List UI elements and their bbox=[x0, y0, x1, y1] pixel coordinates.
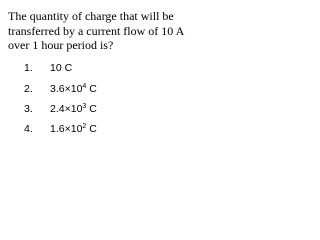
option-exponent: 2 bbox=[82, 123, 87, 130]
answer-options bbox=[0, 0, 200, 161]
option-text bbox=[50, 102, 97, 116]
option-number: 4. bbox=[24, 123, 33, 135]
question-line: transferred by a current flow of 10 A bbox=[8, 23, 185, 38]
option-exponent: 4 bbox=[82, 83, 87, 90]
option-unit: C bbox=[86, 123, 97, 135]
answer-option-1[interactable] bbox=[24, 61, 72, 75]
option-text bbox=[50, 82, 97, 96]
question-line: The quantity of charge that will be bbox=[8, 9, 174, 23]
option-value: 10 C bbox=[50, 62, 73, 74]
answer-option-3[interactable] bbox=[24, 102, 97, 116]
option-text bbox=[50, 61, 72, 75]
option-unit: C bbox=[86, 83, 97, 95]
answer-option-4[interactable] bbox=[24, 122, 97, 136]
question-line: over 1 hour period is? bbox=[8, 38, 114, 52]
option-number: 1. bbox=[24, 62, 33, 74]
answer-option-2[interactable] bbox=[24, 82, 97, 96]
option-text bbox=[50, 122, 97, 136]
option-value: 3.6×10 bbox=[50, 83, 83, 95]
option-value: 2.4×10 bbox=[50, 103, 83, 115]
option-exponent: 3 bbox=[82, 103, 87, 110]
option-unit: C bbox=[86, 103, 97, 115]
option-number: 3. bbox=[24, 103, 33, 115]
option-value: 1.6×10 bbox=[50, 123, 83, 135]
option-number: 2. bbox=[24, 83, 33, 95]
